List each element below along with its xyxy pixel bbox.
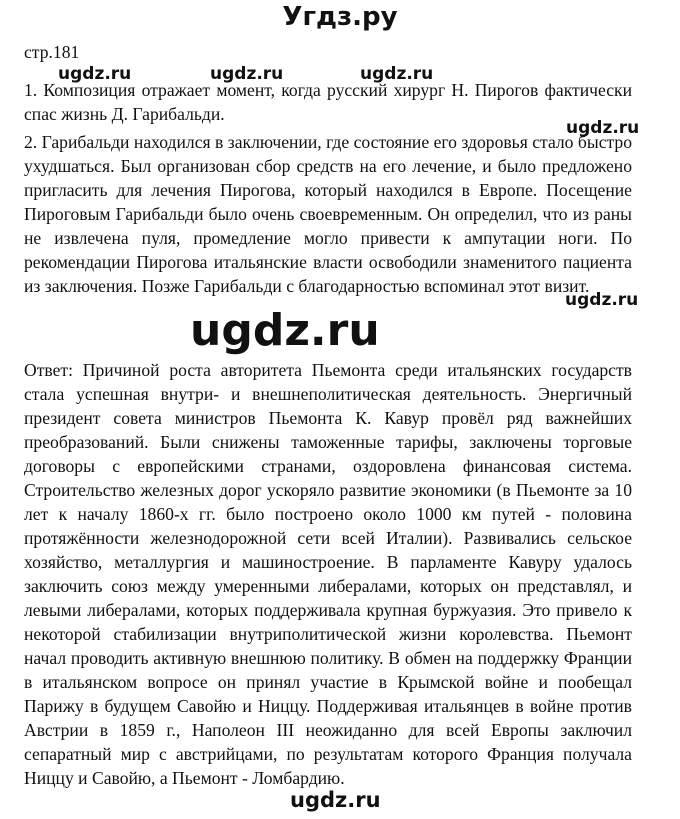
watermark: ugdz.ru	[566, 118, 640, 138]
page-label: стр.181	[24, 42, 80, 62]
watermark: ugdz.ru	[210, 64, 284, 84]
paragraph-1-text: 1. Композиция отражает момент, когда русский хирург Н. Пирогов фактически спас жизнь Д. Гарибальди.	[24, 80, 632, 124]
answer-block	[24, 358, 632, 790]
watermark: ugdz.ru	[360, 64, 434, 84]
site-title: Угдз.ру	[282, 2, 398, 32]
watermark: ugdz.ru	[58, 64, 132, 84]
answer-paragraph-2	[24, 130, 632, 298]
watermark: ugdz.ru	[565, 290, 639, 310]
answer-paragraph-1	[24, 78, 632, 126]
footer-watermark: ugdz.ru	[290, 788, 381, 812]
paragraph-2-text: 2. Гарибальди находился в заключении, где состояние его здоровья стало быстро ухудшаться. Был организован сбор средств на его лечение, и было предложено пригласить для лечения Пирогова, который находился в Европе. Посещение Пироговым Гарибальди было очень своевременным. Он определил, что из раны не извлечена пуля, промедление могло привести к ампутации ноги. По рекомендации Пирогова итальянские власти освободили знаменитого пациента из заключения. Позже Гарибальди с благодарностью вспоминал этот визит.	[24, 132, 632, 296]
page-number	[24, 40, 632, 64]
answer-text: Ответ: Причиной роста авторитета Пьемонта среди итальянских государств стала успешная внутри- и внешнеполитическая деятельность. Энергичный президент совета министров Пьемонта К. Кавур провёл ряд важнейших преобразований. Были снижены таможенные тарифы, заключены торговые договоры с европейскими странами, оздоровлена финансовая система. Строительство железных дорог ускоряло развитие экономики (в Пьемонте за 10 лет к началу 1860-х гг. было построено около 1000 км путей - половина протяжённости железнодорожной сети всей Италии). Развивались сельское хозяйство, металлургия и машиностроение. В парламенте Кавуру удалось заключить союз между умеренными либералами, которых он представлял, и левыми либералами, которых поддерживала крупная буржуазия. Это привело к некоторой стабилизации внутриполитической жизни королевства. Пьемонт начал проводить активную внешнюю политику. В обмен на поддержку Франции в итальянском вопросе он принял участие в Крымской войне и пообещал Парижу в будущем Савойю и Ниццу. Поддерживая итальянцев в войне против Австрии в 1859 г., Наполеон III неожиданно для всей Европы заключил сепаратный мир с австрийцами, по результатам которого Франция получала Ниццу и Савойю, а Пьемонт - Ломбардию.	[24, 360, 632, 788]
watermark-large: ugdz.ru	[190, 305, 380, 356]
